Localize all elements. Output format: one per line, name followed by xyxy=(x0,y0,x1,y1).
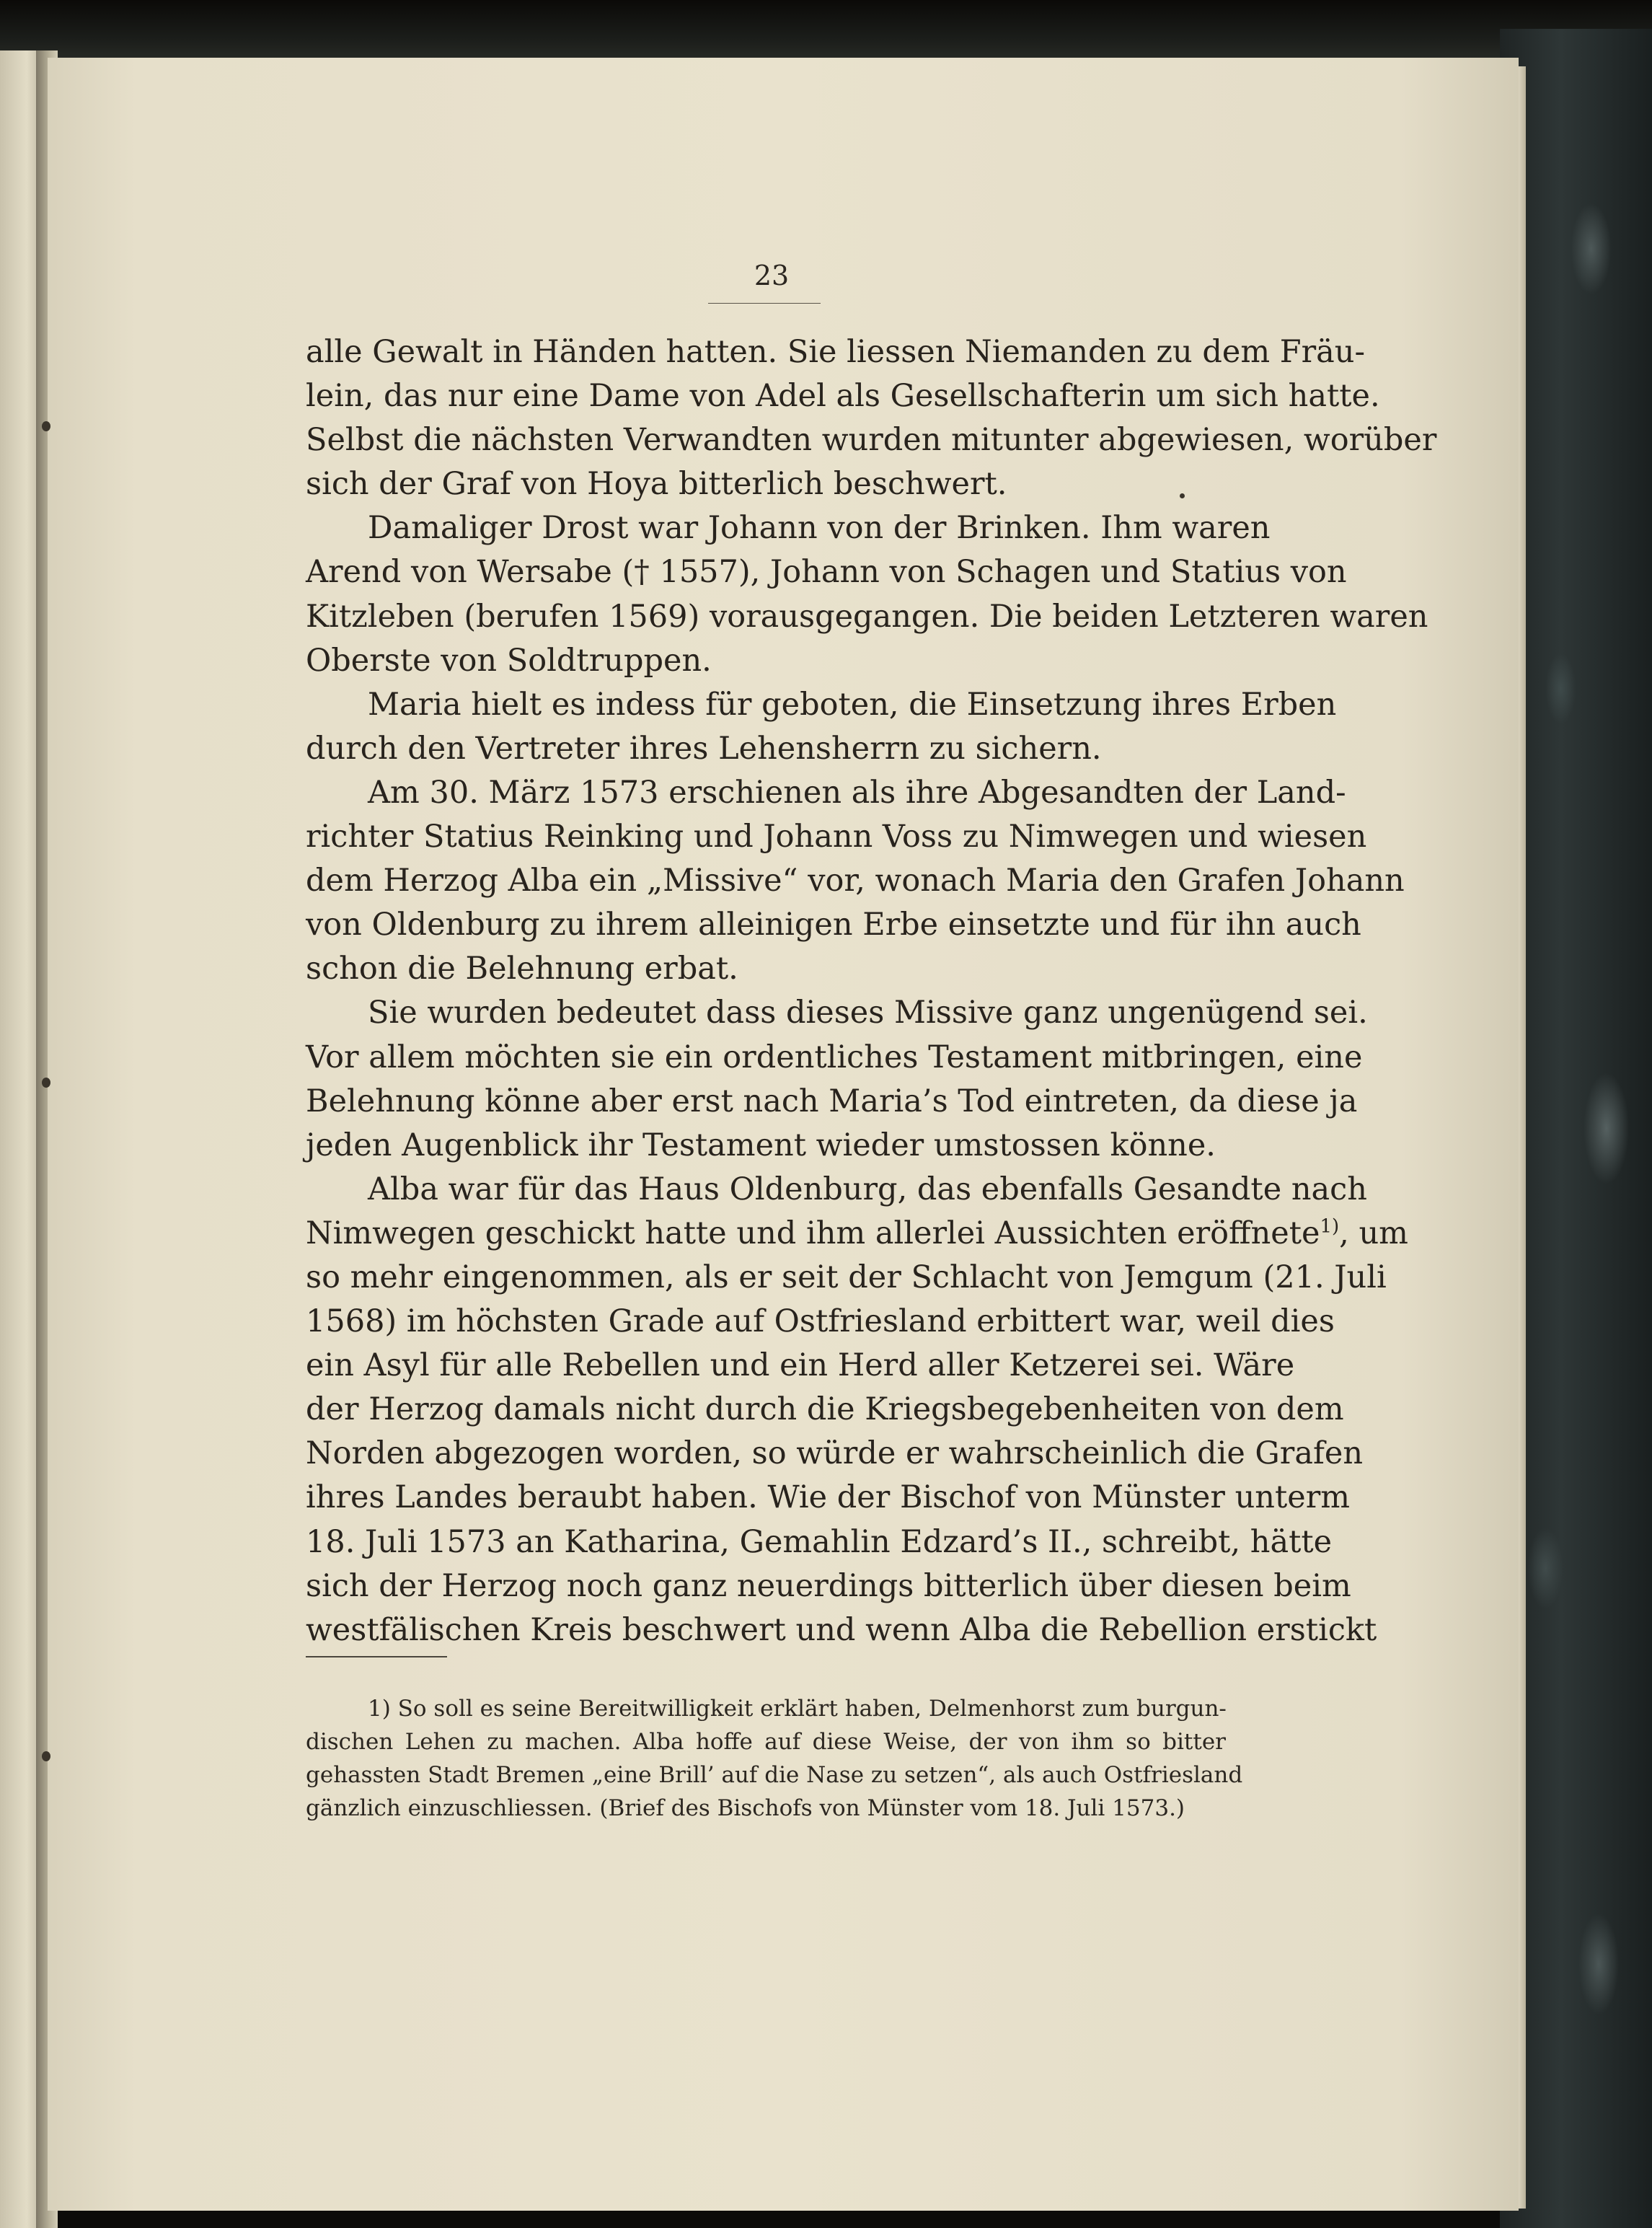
paper-speck xyxy=(1180,493,1185,498)
text-line-with-footnote-ref xyxy=(306,1212,1408,1256)
page-number: 23 xyxy=(754,260,790,291)
text-line: 18. Juli 1573 an Katharina, Gemahlin Edzard’s II., schreibt, hätte xyxy=(306,1523,1333,1560)
binding-hole xyxy=(42,421,50,431)
text-line: Damaliger Drost war Johann von der Brinken. Ihm waren xyxy=(368,510,1271,547)
text-line: Belehnung könne aber erst nach Maria’s Tod eintreten, da diese ja xyxy=(306,1083,1358,1119)
body-text xyxy=(306,330,1437,1652)
text-line: von Oldenburg zu ihrem alleinigen Erbe einsetzte und für ihn auch xyxy=(306,907,1361,943)
text-line: ein Asyl für alle Rebellen und ein Herd aller Ketzerei sei. Wäre xyxy=(306,1347,1295,1384)
text-segment: , um xyxy=(1339,1215,1408,1251)
text-line: sich der Graf von Hoya bitterlich beschwert. xyxy=(306,466,1007,503)
text-line: 1568) im höchsten Grade auf Ostfriesland erbittert war, weil dies xyxy=(306,1303,1335,1340)
text-line: Kitzleben (berufen 1569) vorausgegangen. Die beiden Letzteren waren xyxy=(306,598,1428,635)
text-line: der Herzog damals nicht durch die Kriegsbegebenheiten von dem xyxy=(306,1391,1344,1428)
footnote-line: gänzlich einzuschliessen. (Brief des Bischofs von Münster vom 18. Juli 1573.) xyxy=(306,1795,1185,1821)
text-line: Selbst die nächsten Verwandten wurden mitunter abgewiesen, worüber xyxy=(306,422,1437,459)
text-line: alle Gewalt in Händen hatten. Sie liessen Niemanden zu dem Fräu- xyxy=(306,334,1366,370)
text-line: so mehr eingenommen, als er seit der Schlacht von Jemgum (21. Juli xyxy=(306,1259,1387,1295)
book-board-top xyxy=(0,0,1652,65)
text-line: Am 30. März 1573 erschienen als ihre Abgesandten der Land- xyxy=(368,774,1346,811)
footnote-reference[interactable]: 1) xyxy=(1320,1215,1340,1238)
text-line: durch den Vertreter ihres Lehensherrn zu sichern. xyxy=(306,730,1102,767)
text-line: richter Statius Reinking und Johann Voss zu Nimwegen und wiesen xyxy=(306,819,1367,855)
text-segment: Nimwegen geschickt hatte und ihm allerlei Aussichten eröffnete xyxy=(306,1215,1320,1251)
text-line: Maria hielt es indess für geboten, die Einsetzung ihres Erben xyxy=(368,686,1337,723)
text-line: Sie wurden bedeutet dass dieses Missive ganz ungenügend sei. xyxy=(368,995,1368,1031)
page-number-rule xyxy=(708,303,821,304)
text-line: Oberste von Soldtruppen. xyxy=(306,642,712,679)
text-line: lein, das nur eine Dame von Adel als Gesellschafterin um sich hatte. xyxy=(306,378,1380,415)
text-line: jeden Augenblick ihr Testament wieder umstossen könne. xyxy=(306,1127,1216,1163)
footnote-line: gehassten Stadt Bremen „eine Brill’ auf die Nase zu setzen“, als auch Ostfriesland xyxy=(306,1762,1243,1788)
text-line: westfälischen Kreis beschwert und wenn Alba die Rebellion erstickt xyxy=(306,1611,1377,1648)
footnote-line: dischen Lehen zu machen. Alba hoffe auf diese Weise, der von ihm so bitter xyxy=(306,1729,1226,1755)
binding-hole xyxy=(42,1751,50,1761)
footnote xyxy=(306,1692,1243,1825)
text-line: Vor allem möchten sie ein ordentliches Testament mitbringen, eine xyxy=(306,1039,1363,1075)
footnote-line: 1) So soll es seine Bereitwilligkeit erklärt haben, Delmenhorst zum burgun- xyxy=(368,1696,1227,1722)
footnote-rule xyxy=(306,1656,447,1657)
text-line: Arend von Wersabe († 1557), Johann von Schagen und Statius von xyxy=(306,554,1347,591)
text-line: sich der Herzog noch ganz neuerdings bitterlich über diesen beim xyxy=(306,1567,1351,1604)
text-line: Norden abgezogen worden, so würde er wahrscheinlich die Grafen xyxy=(306,1435,1364,1472)
text-line: Alba war für das Haus Oldenburg, das ebenfalls Gesandte nach xyxy=(368,1171,1367,1207)
binding-hole xyxy=(42,1078,50,1088)
text-line: ihres Landes beraubt haben. Wie der Bischof von Münster unterm xyxy=(306,1479,1351,1516)
text-line: dem Herzog Alba ein „Missive“ vor, wonach Maria den Grafen Johann xyxy=(306,863,1405,899)
text-line: schon die Belehnung erbat. xyxy=(306,951,738,987)
